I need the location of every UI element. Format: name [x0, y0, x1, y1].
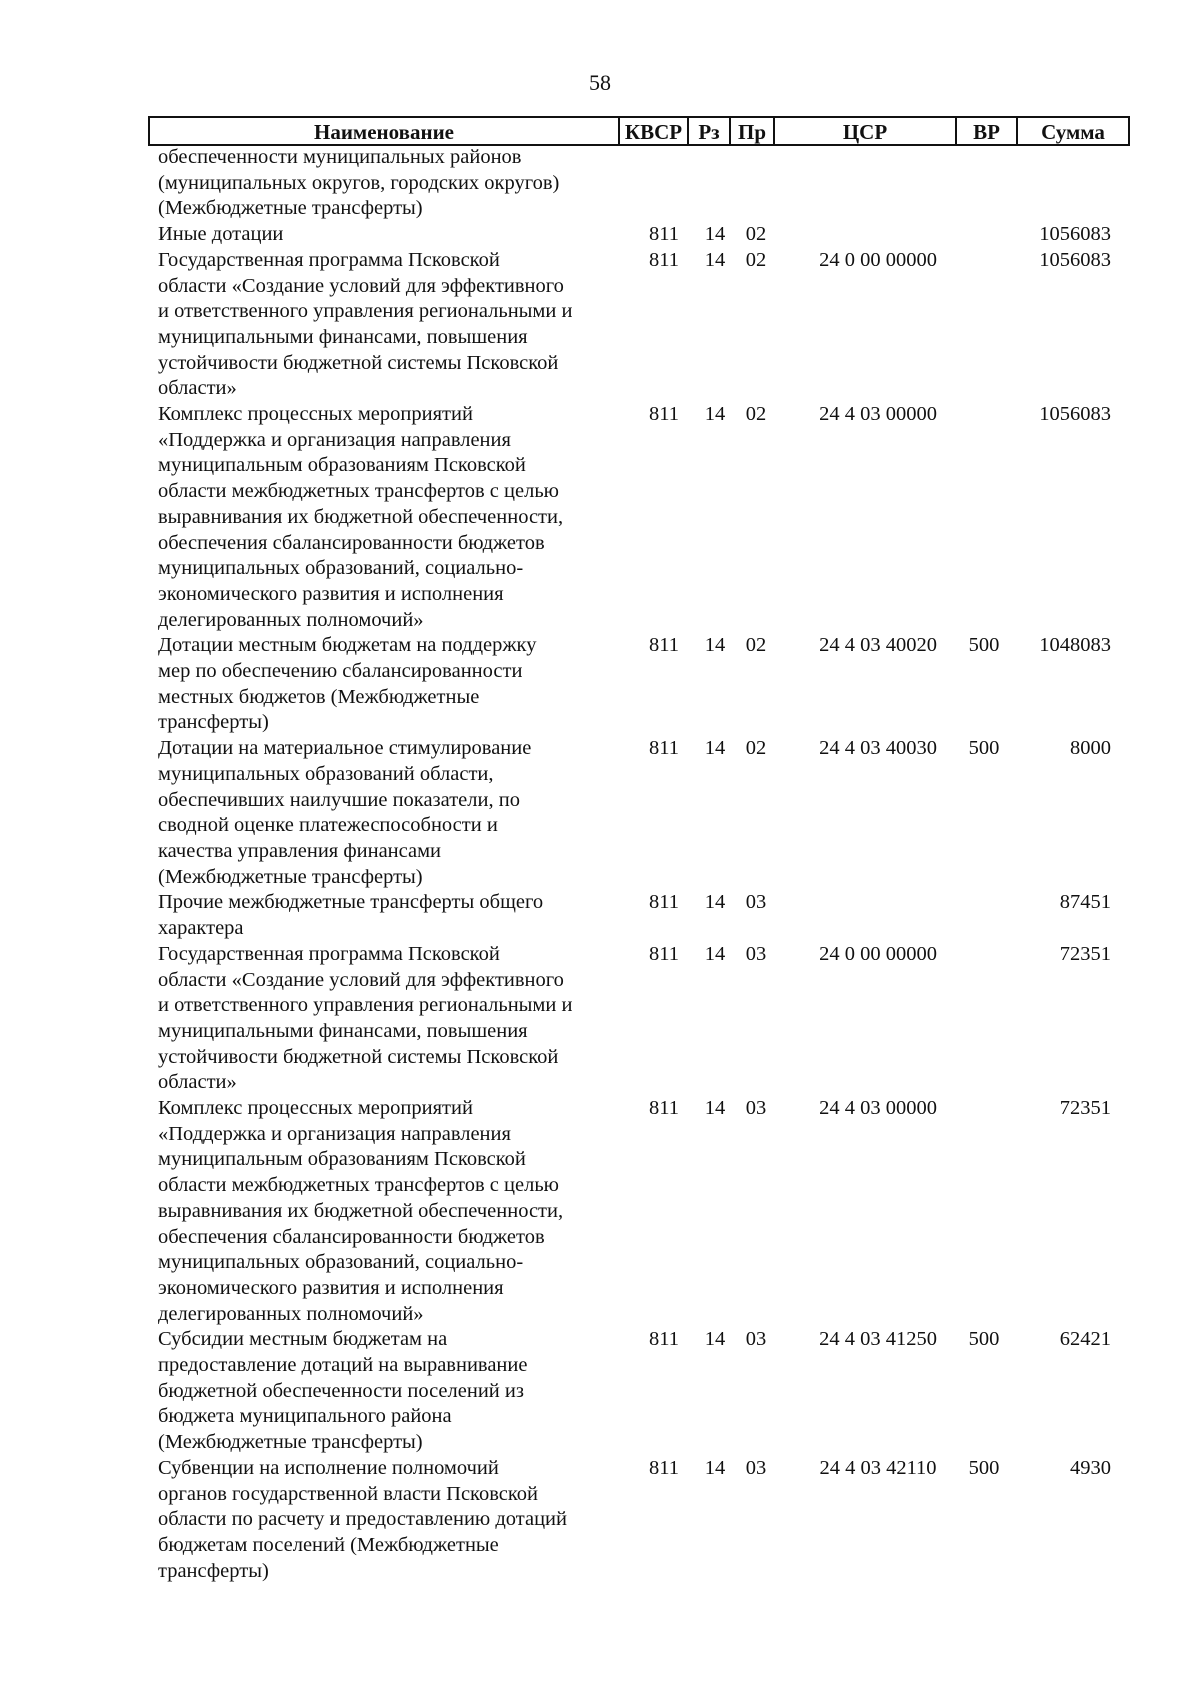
row-rz: 14 — [704, 634, 726, 657]
header-name: Наименование — [150, 118, 620, 144]
row-sum: 62421 — [1059, 1328, 1111, 1351]
row-sum: 1056083 — [1039, 223, 1111, 246]
row-kvsr: 811 — [649, 403, 679, 426]
table-row — [158, 942, 1118, 1096]
header-vr: ВР — [957, 118, 1018, 144]
row-rz: 14 — [704, 403, 726, 426]
row-csr: 24 0 00 00000 — [819, 942, 937, 965]
row-pr: 03 — [745, 1328, 767, 1351]
row-kvsr: 811 — [649, 891, 679, 914]
row-rz: 14 — [704, 223, 726, 246]
header-csr: ЦСР — [775, 118, 957, 144]
row-pr: 02 — [745, 248, 767, 271]
row-sum: 1056083 — [1039, 403, 1111, 426]
row-kvsr: 811 — [649, 942, 679, 965]
row-rz: 14 — [704, 942, 726, 965]
row-kvsr: 811 — [649, 737, 679, 760]
row-csr: 24 0 00 00000 — [819, 248, 937, 271]
row-sum: 87451 — [1059, 891, 1111, 914]
row-kvsr: 811 — [649, 1456, 679, 1479]
row-vr: 500 — [968, 737, 1000, 760]
table-row — [158, 145, 1118, 222]
row-rz: 14 — [704, 1328, 726, 1351]
row-sum: 72351 — [1059, 942, 1111, 965]
header-pr: Пр — [731, 118, 775, 144]
row-sum: 8000 — [1070, 737, 1111, 760]
header-sum: Сумма — [1041, 119, 1105, 144]
row-sum: 4930 — [1070, 1456, 1111, 1479]
table-row — [158, 736, 1118, 890]
row-rz: 14 — [704, 737, 726, 760]
table-row — [158, 248, 1118, 402]
page-number: 58 — [589, 70, 611, 95]
row-name: Субвенции на исполнение полномочий органов государственной власти Псковской области по расчету и предоставлению дотаций бюджетам поселений (Межбюджетные трансферты) — [158, 1456, 567, 1582]
header-rz: Рз — [689, 118, 731, 144]
row-csr: 24 4 03 42110 — [819, 1456, 937, 1479]
row-kvsr: 811 — [649, 248, 679, 271]
row-pr: 02 — [745, 634, 767, 657]
header-kvsr: КВСР — [620, 118, 689, 144]
table-row — [158, 890, 1118, 941]
row-rz: 14 — [704, 891, 726, 914]
row-csr: 24 4 03 00000 — [819, 403, 937, 426]
row-pr: 03 — [745, 891, 767, 914]
row-pr: 03 — [745, 942, 767, 965]
row-name: Иные дотации — [158, 223, 284, 246]
row-name: Прочие межбюджетные трансферты общего характера — [158, 891, 544, 940]
row-pr: 02 — [745, 403, 767, 426]
row-pr: 02 — [745, 737, 767, 760]
row-pr: 03 — [745, 1097, 767, 1120]
row-name: Дотации местным бюджетам на поддержку мер по обеспечению сбалансированности местных бюджетов (Межбюджетные трансферты) — [158, 634, 537, 734]
row-kvsr: 811 — [649, 634, 679, 657]
row-name: Комплекс процессных мероприятий «Поддержка и организация направления муниципальным образованиям Псковской области межбюджетных трансфертов с целью выравнивания их бюджетной обеспеченности, обеспечения сбалансированности бюджетов муниципальных образований, социально- экономического развития и исполнения делегированных полномочий» — [158, 1097, 564, 1325]
row-sum: 1048083 — [1039, 634, 1111, 657]
row-rz: 14 — [704, 1456, 726, 1479]
table-body — [158, 145, 1118, 1584]
row-vr: 500 — [968, 1328, 1000, 1351]
row-vr: 500 — [968, 1456, 1000, 1479]
row-name: Субсидии местным бюджетам на предоставление дотаций на выравнивание бюджетной обеспеченности поселений из бюджета муниципального района (Межбюджетные трансферты) — [158, 1328, 528, 1454]
row-rz: 14 — [704, 248, 726, 271]
row-csr: 24 4 03 00000 — [819, 1097, 937, 1120]
row-csr: 24 4 03 40020 — [819, 634, 937, 657]
table-row — [158, 402, 1118, 633]
row-name: обеспеченности муниципальных районов (муниципальных округов, городских округов) (Межбюджетные трансферты) — [158, 146, 560, 220]
row-sum: 72351 — [1059, 1097, 1111, 1120]
row-kvsr: 811 — [649, 1097, 679, 1120]
row-rz: 14 — [704, 1097, 726, 1120]
row-vr: 500 — [968, 634, 1000, 657]
row-name: Комплекс процессных мероприятий «Поддержка и организация направления муниципальным образованиям Псковской области межбюджетных трансфертов с целью выравнивания их бюджетной обеспеченности, обеспечения сбалансированности бюджетов муниципальных образований, социально- экономического развития и исполнения делегированных полномочий» — [158, 403, 564, 631]
row-kvsr: 811 — [649, 223, 679, 246]
table-row — [158, 1456, 1118, 1585]
row-name: Государственная программа Псковской области «Создание условий для эффективного и ответственного управления региональными и муниципальными финансами, повышения устойчивости бюджетной системы Псковской области» — [158, 942, 573, 1094]
row-name: Дотации на материальное стимулирование муниципальных образований области, обеспечивших наилучшие показатели, по сводной оценке платежеспособности и качества управления финансами (Межбюджетные трансферты) — [158, 737, 532, 888]
table-row — [158, 1327, 1118, 1456]
row-pr: 03 — [745, 1456, 767, 1479]
table-row — [158, 222, 1118, 248]
row-kvsr: 811 — [649, 1328, 679, 1351]
table-header — [148, 116, 1130, 146]
row-name: Государственная программа Псковской области «Создание условий для эффективного и ответственного управления региональными и муниципальными финансами, повышения устойчивости бюджетной системы Псковской области» — [158, 248, 573, 400]
row-sum: 1056083 — [1039, 248, 1111, 271]
row-csr: 24 4 03 40030 — [819, 737, 937, 760]
table-row — [158, 633, 1118, 736]
row-pr: 02 — [745, 223, 767, 246]
row-csr: 24 4 03 41250 — [819, 1328, 937, 1351]
table-row — [158, 1096, 1118, 1327]
